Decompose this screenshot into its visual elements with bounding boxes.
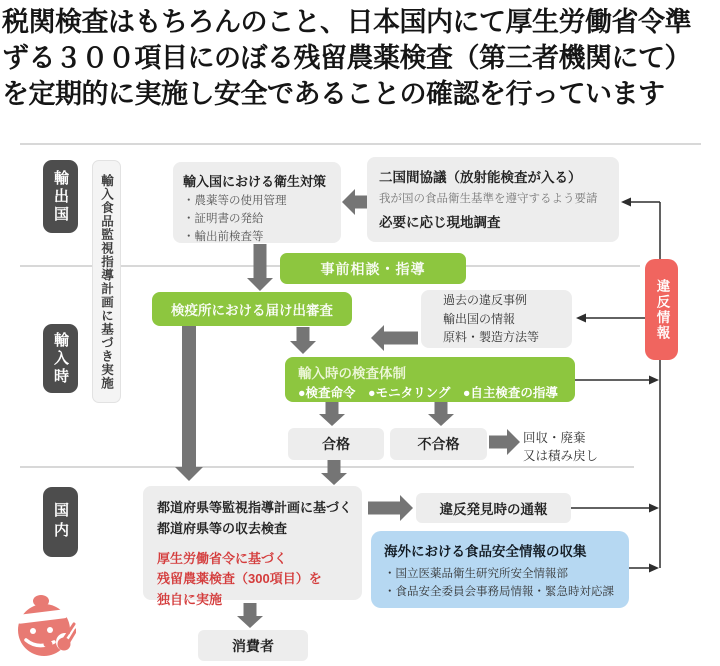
bilateral-title: 二国間協議（放射能検査が入る）	[379, 170, 582, 185]
prefecture-red-line: 独自に実施	[157, 592, 223, 608]
header-line-2: ずる３００項目にのぼる残留農薬検査（第三者機関にて）	[2, 43, 691, 73]
arrow-prefecture-to-report	[368, 495, 413, 521]
prefectural-inspection-box	[143, 486, 362, 608]
disposal-line: 回収・廃棄	[523, 431, 586, 445]
hygiene-title: 輸入国における衛生対策	[183, 174, 327, 189]
overseas-item: ・国立医薬品衛生研究所安全情報部	[384, 568, 568, 580]
overseas-title: 海外における食品安全情報の収集	[384, 544, 587, 559]
bilateral-note: 必要に応じ現地調査	[379, 215, 501, 230]
inspection-items: ●検査命令 ●モニタリング ●自主検査の指導	[298, 386, 558, 400]
arrow-bilateral-to-hygiene	[342, 189, 367, 215]
overseas-item: ・食品安全委員会事務局情報・緊急時対応課	[384, 586, 614, 599]
arrow-inspection-to-pass	[319, 402, 345, 426]
arrow-pastinfo-to-inspection	[371, 325, 418, 351]
prefecture-red-line: 残留農薬検査（300項目）を	[157, 571, 322, 587]
prefecture-line: 都道府県等の収去検査	[157, 520, 288, 536]
hygiene-measures-box	[173, 162, 341, 243]
arrow-hygiene-down	[247, 244, 273, 291]
import-inspection-system-box	[285, 357, 575, 402]
prefecture-red-line: 厚生労働省令に基づく	[157, 550, 288, 566]
past-info-line: 原料・製造方法等	[443, 330, 540, 345]
bilateral-consultation-box	[367, 157, 619, 242]
hygiene-item: ・輸出前検査等	[183, 230, 264, 243]
overseas-info-box	[371, 531, 629, 608]
arrowhead-from-inspection	[649, 376, 659, 385]
header-line-3: を定期的に実施し安全であることの確認を行っています	[2, 79, 665, 109]
disposal-note	[523, 429, 598, 465]
mascot-icon	[4, 584, 76, 664]
quarantine-review-box: 検疫所における届け出審査	[152, 292, 352, 326]
arrowhead-to-pastinfo	[576, 314, 586, 323]
stage-label-import-time: 輸入時	[43, 324, 78, 393]
violation-report-box: 違反発見時の通報	[416, 493, 571, 523]
prior-consultation-box: 事前相談・指導	[280, 253, 466, 284]
violation-info-badge: 違反情報	[645, 259, 678, 360]
past-violation-info-box	[421, 290, 572, 348]
prefecture-red-note	[157, 549, 362, 611]
bilateral-subtitle: 我が国の食品衛生基準を遵守するよう要請	[379, 193, 598, 205]
arrow-quarantine-to-prefecture	[175, 326, 203, 481]
inspection-title: 輸入時の検査体制	[298, 366, 406, 381]
hygiene-item: ・農薬等の使用管理	[183, 195, 287, 207]
arrowhead-from-overseas	[649, 564, 659, 573]
consumer-box: 消費者	[198, 630, 308, 661]
stage-label-export-country: 輸出国	[43, 160, 78, 233]
arrowhead-to-bilateral	[621, 198, 631, 207]
past-info-line: 過去の違反事例	[443, 293, 528, 308]
past-info-line: 輸出国の情報	[443, 311, 516, 326]
arrow-pass-to-prefecture	[321, 460, 347, 485]
arrow-inspection-to-fail	[428, 402, 454, 426]
arrow-quarantine-to-inspection	[290, 327, 316, 354]
result-pass-box: 合格	[288, 428, 384, 460]
prefecture-line: 都道府県等監視指導計画に基づく	[157, 500, 353, 515]
result-fail-box: 不合格	[390, 428, 487, 460]
stage-label-domestic: 国内	[43, 487, 78, 557]
disposal-line: 又は積み戻し	[523, 449, 599, 464]
hygiene-item: ・証明書の発給	[183, 212, 264, 225]
monitoring-plan-bar: 輸入食品監視指導計画に基づき実施	[92, 160, 121, 403]
arrowhead-from-report	[649, 504, 659, 513]
header-line-1: 税関検査はもちろんのこと、日本国内にて厚生労働省令準	[2, 7, 691, 37]
arrow-fail-to-disposal	[489, 429, 520, 455]
